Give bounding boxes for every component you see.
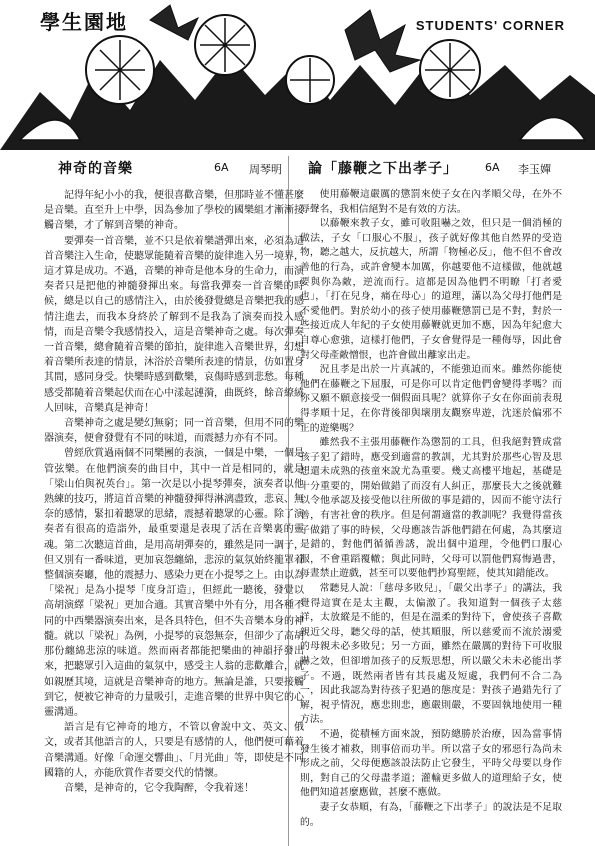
paragraph: 雖然我不主張用藤鞭作為懲罰的工具，但我絕對贊成當孩子犯了錯時，應受到適當的教訓，尤其對於那些心智及思想還未成熟的孩童來說尤為重要。幾丈高樓平地起，基礎是十分重要的，開始做錯了而沒有人糾正，那麼長大之後就難以令他承認及接受他以往所做的事是錯的，因而不能守法行善，有害社會的秩序。但是何謂適當的教訓呢？我覺得當孩子做錯了事的時候，父母應該告訴他們錯在何處，為其麼這是錯的，對他們循循善誘，說出個中道理，令他們口服心服，不會重蹈覆轍；與此同時，父母可以罰他們寫悔過書，每晝禁止遊戲，甚至可以要他們抄寫聖經，使其知錯能改。 (300, 437, 562, 580)
paragraph: 語言是有它神奇的地方，不管以會說中文、英文、俄文，或者其他語言的人，只要是有感情的人，他們便可藉着音樂溝通。好像「命運交響曲」、「月光曲」等，即使是不同國籍的人，亦能欣賞作者要交代的情懷。 (44, 722, 304, 779)
article-title: 神奇的音樂 (58, 161, 133, 177)
paragraph: 音樂，是神奇的，它令我陶醉，令我着迷！ (64, 782, 254, 794)
paragraph: 曾經欣賞過兩個不同樂團的表演，一個是中樂，一個是管弦樂。在他們演奏的曲目中，其中一首是相同的，就是「梁山伯與祝英台」。第一次是以小提琴彈奏，演奏者以他熟練的技巧，將這首音樂的神髓發揮得淋漓盡致，悲哀、無奈的感情，緊扣着聽眾的思緒，震撼着聽眾的心靈。除了演奏者有很高的造詣外，最重要還是表現了活在音樂裏的靈魂。第二次聽這首曲，是用高胡彈奏的，雖然是同一調子，但又別有一番味道，更加哀怨纏綿，悲涼的氣氛始終籠罩着整個演奏廳，他的震撼力、感染力更在小提琴之上。由以為「梁祝」是為小提琴「度身訂造」，但經此一聽後，發覺以高胡演繹「梁祝」更加合適。其實音樂中外有分，用各種不同的中西樂器演奏出來，是各具特色，但不失音樂本身的神髓。就以「梁祝」為例，小提琴的哀怨無奈，但卻少了高胡那份纏綿悲涼的味道。然而兩者都能把樂曲的神韻抒發出來，把聽眾引入這曲的氣氛中，感受主人翁的悲歡離合，就如親歷其境，這就是音樂神奇的地方。無論是誰，只要接觸到它，便被它神奇的力量吸引，走進音樂的世界中與它的心靈溝通。 (44, 448, 304, 718)
paragraph: 不過，從積極方面來說，預防總勝於治療，因為當事情發生後才補救，則事倍而功半。所以當子女的邪惡行為尚未形成之前，父母便應該設法防止它發生，平時父母要以身作則，對自己的父母盡孝道；灌輸更多做人的道理給子女，使他們知道甚麼應做，甚麼不應做。 (300, 728, 562, 799)
paragraph: 記得年紀小小的我，便很喜歡音樂，但那時並不懂甚麼是音樂。直至升上中學，因為參加了學校的國樂組才漸漸接觸音樂，才了解到音樂的神奇。 (44, 190, 304, 232)
paragraph: 要彈奏一首音樂，並不只是依着樂譜彈出來，必須為這首音樂注入生命，使聽眾能隨着音樂的旋律進入另一境界，這才算是成功。不過，音樂的神奇是他本身的生命力，而演奏者只是把他的神髓發揮出來。每當我彈奏一首音樂的時候，總是以自己的感情注入，由於後發覺總是音樂把我的感情注進去，而我本身終於了解到不是我為了演奏而投入感情，而是音樂令我感情投入，這是音樂神奇之處。每次彈奏一首音樂，總會隨着音樂的節拍，旋律進入音樂世界，幻想着音樂所表達的情景，沐浴於音樂所表達的情景，仿如置身其間，感同身受。快樂時感到歡樂，哀傷時感到悲愁。每種感受都隨着音樂起伏而在心中漾起漣漪，曲既終，餘音繚繞人回味，音樂真是神奇！ (44, 235, 304, 414)
article-title: 論「藤鞭之下出孝子」 (308, 161, 458, 177)
paragraph: 以藤鞭來教子女，雖可收阻嚇之效，但只是一個消極的做法，子女「口服心不服」，孩子就好像其他自然界的受造物，聽之越大，反抗越大，所謂「物極必反」，他不但不會改善他的行為，或許會變本加厲，你越要他不這樣做，他就越要與你為敵，逆流而行。這都是因為他們不明瞭「打者愛也」，「打在兒身，痛在母心」的道理，滿以為父母打他們是不愛他們。對於幼小的孩子使用藤鞭懲罰已是不對，對於一些接近成人年紀的子女使用藤鞭就更加不應，因為年紀愈大自尊心愈強，這樣打他們，子女會覺得是一種侮辱，因此會對父母產敵憎恨，也許會做出離家出走。 (300, 218, 562, 361)
author-class: 6A (214, 161, 229, 174)
article-header (300, 158, 562, 178)
article-cane (300, 158, 562, 830)
article-music (44, 158, 304, 796)
author-name: 李玉嬋 (518, 163, 551, 176)
section-title-chinese: 學生園地 (40, 10, 128, 34)
section-title-english: STUDENTS' CORNER (415, 18, 565, 33)
article-header (44, 158, 304, 178)
author-name: 周琴明 (249, 163, 282, 176)
paragraph: 妻子女恭順，有為，「藤鞭之下出孝子」的說法是不足取的。 (300, 801, 562, 828)
author-class: 6A (485, 161, 500, 174)
paragraph: 使用藤鞭這嚴厲的懲罰來使子女在內孝順父母，在外不辱聲名，我相信絕對不是有效的方法。 (300, 189, 562, 215)
paragraph: 常聽見人說：「慈母多敗兒」，「嚴父出孝子」的講法，我覺得這實在是太主觀，太偏激了。我知道對一個孩子太慈祥，太放縱是不能的，但是在溫柔的對待下，會使孩子喜歡親近父母，聽父母的話，使其順服，所以慈愛而不流於溺愛的母親未必多敗兒；另一方面，雖然在嚴厲的對待下可收服嚇之效，但卻增加孩子的反叛思想，所以嚴父未未必能出孝子。不過，既然兩者皆有其長處及短處，我們何不合二為一，因此我認為對待孩子犯過的態度是：對孩子過錯先行了解，視乎情況，應悲則悲，應嚴則嚴，不要固執地使用一種方法。 (300, 583, 562, 726)
paragraph: 音樂神奇之處是變幻無窮；同一首音樂，但用不同的樂器演奏，便會發覺有不同的味道，而震撼力亦有不同。 (44, 418, 304, 445)
banner (0, 0, 595, 150)
paragraph: 況且孝是出於一片真誠的，不能強迫而來。雖然你能使他們在藤鞭之下屈服，可是你可以肯定他們會變得孝嗎？而你又願不願意接受一個假面具呢？就算你子女在你面前表現得孝順十足，在你背後卻與壞朋友觀察卑遊，沈迷於偏邪不正的遊樂嗎？ (300, 364, 562, 434)
